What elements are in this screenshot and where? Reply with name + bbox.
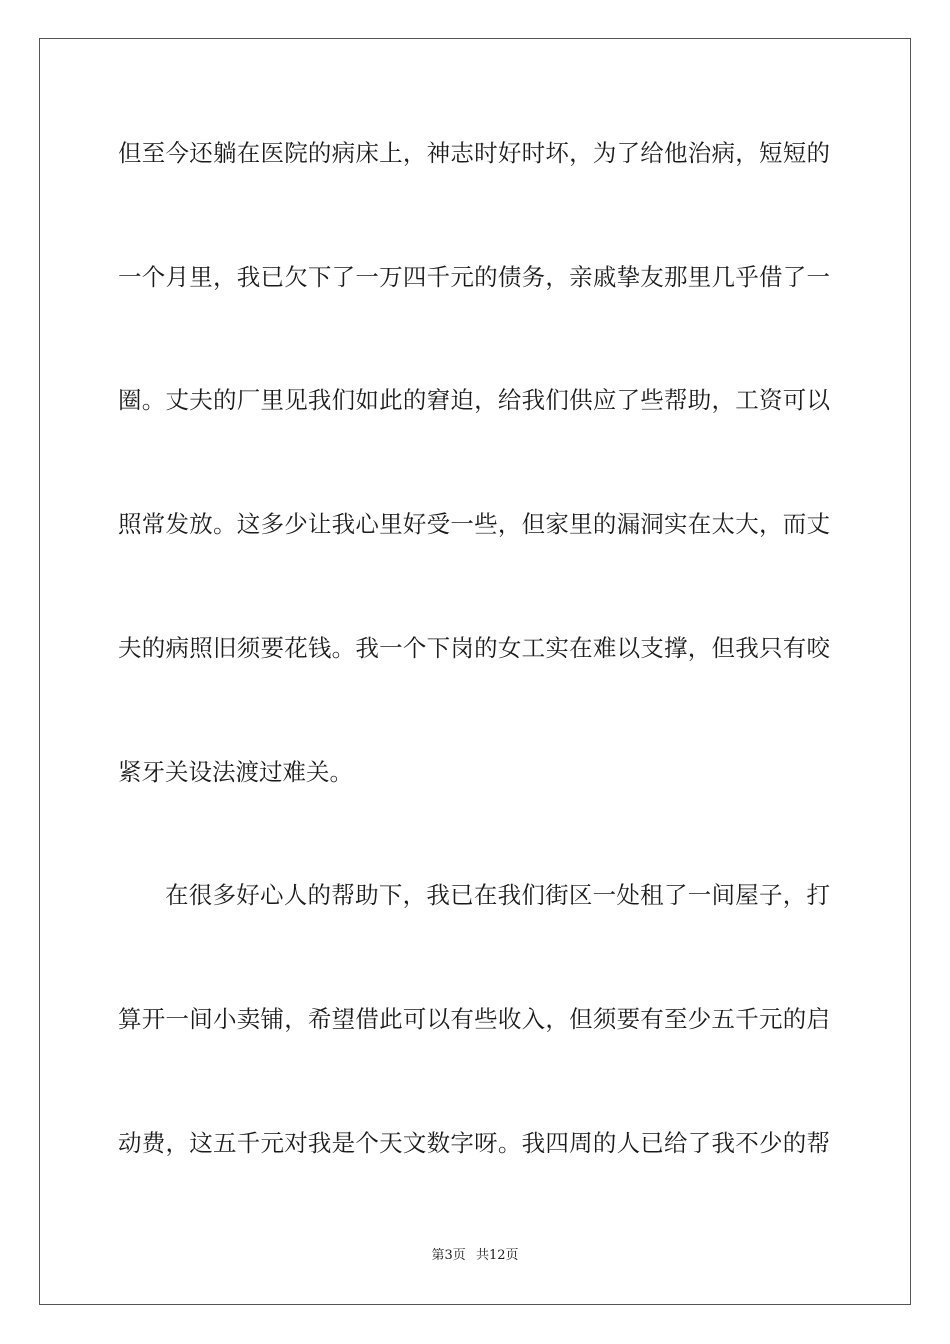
page-number: 第3页 — [431, 1248, 466, 1263]
text-line-8: 算开一间小卖铺，希望借此可以有些收入，但须要有至少五千元的启 — [118, 1005, 830, 1033]
text-line-3: 圈。丈夫的厂里见我们如此的窘迫，给我们供应了些帮助，工资可以 — [118, 386, 830, 414]
text-line-6: 紧牙关设法渡过难关。 — [118, 758, 353, 786]
text-line-5: 夫的病照旧须要花钱。我一个下岗的女工实在难以支撑，但我只有咬 — [118, 634, 830, 662]
text-line-1: 但至今还躺在医院的病床上，神志时好时坏，为了给他治病，短短的 — [118, 139, 830, 167]
page-footer — [0, 1247, 950, 1265]
text-line-9: 动费，这五千元对我是个天文数字呀。我四周的人已给了我不少的帮 — [118, 1129, 830, 1157]
page-total: 共12页 — [475, 1248, 519, 1263]
text-line-2: 一个月里，我已欠下了一万四千元的债务，亲戚挚友那里几乎借了一 — [118, 263, 830, 291]
text-line-7: 在很多好心人的帮助下，我已在我们街区一处租了一间屋子，打 — [165, 881, 830, 909]
text-line-4: 照常发放。这多少让我心里好受一些，但家里的漏洞实在太大，而丈 — [118, 510, 830, 538]
page-border — [39, 38, 911, 1305]
